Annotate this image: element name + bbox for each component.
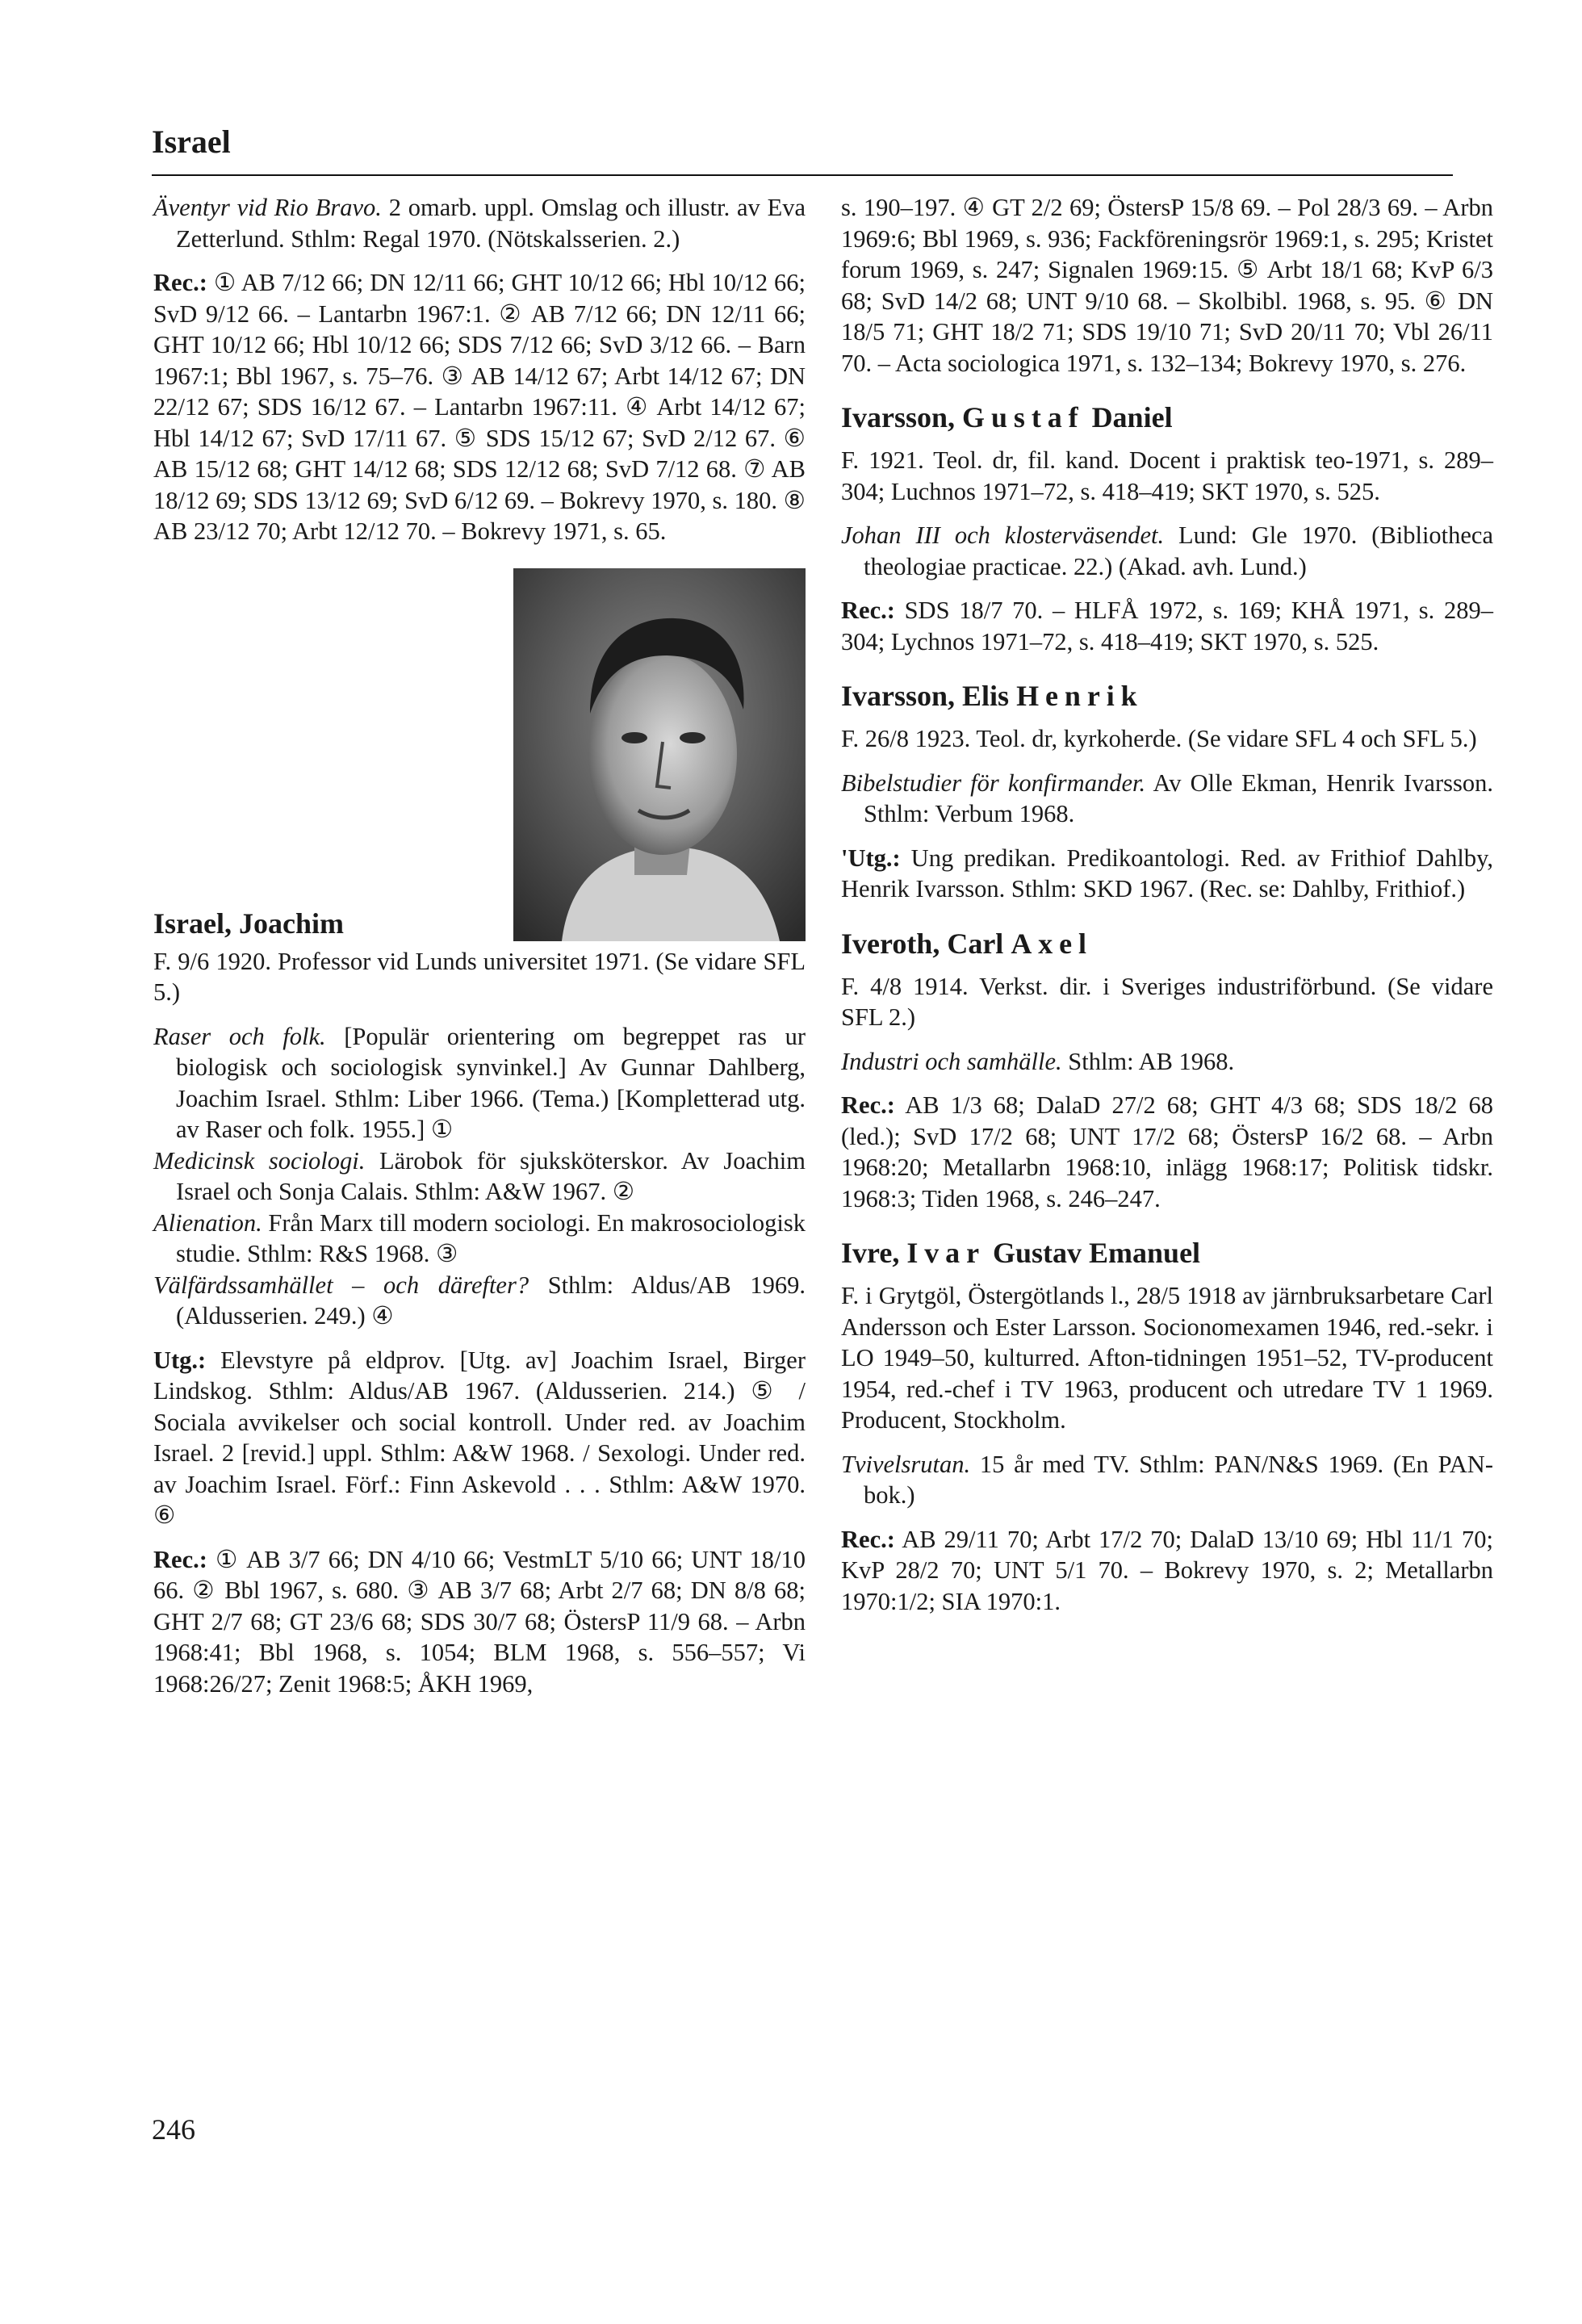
page-number: 246: [152, 2113, 195, 2146]
entry-bio: F. i Grytgöl, Östergötlands l., 28/5 1918 av järnbruksarbetare Carl Andersson och Ester Larsson. Socionomexamen 1946, red.-sekr. i LO 1949–50, kulturred. Afton-tidningen 1951–52, TV-producent 1954, red.-chef i TV 1963, producent och utredare TV 1 1969. Producent, Stockholm.: [841, 1282, 1493, 1434]
reviews-text-2: ① AB 3/7 66; DN 4/10 66; VestmLT 5/10 66; UNT 18/10 66. ② Bbl 1967, s. 680. ③ AB 3/7 68; Arbt 2/7 68; DN 8/8 68; GHT 2/7 68; GT 23/6 68; SDS 30/7 68; ÖstersP 11/9 68. – Arbn 1968:41; Bbl 1968, s. 1054; BLM 1968, s. 556–557; Vi 1968:26/27; Zenit 1968:5; ÅKH 1969,: [153, 1545, 806, 1698]
reviews-block: [841, 1090, 1493, 1214]
work-item: [153, 1021, 806, 1145]
work-details: Från Marx till modern sociologi. En makrosociologisk studie. Sthlm: R&S 1968. ③: [176, 1208, 806, 1267]
entry-heading-iveroth-axel: [841, 926, 1493, 961]
work-details: Sthlm: AB 1968.: [1061, 1047, 1235, 1075]
work-title: Alienation.: [153, 1208, 262, 1237]
work-item: [153, 1208, 806, 1270]
heading-part: Ivarsson, Elis: [841, 680, 1017, 712]
work-details: Sthlm: Aldus/AB 1969. (Aldusserien. 249.) ④: [176, 1271, 806, 1329]
work-item: [841, 520, 1493, 582]
work-title: Bibelstudier för konfirmander.: [841, 768, 1146, 797]
work-title: Välfärdssamhället – och därefter?: [153, 1271, 529, 1299]
reviews-text: AB 1/3 68; DalaD 27/2 68; GHT 4/3 68; SDS 18/2 68 (led.); SvD 17/2 68; UNT 17/2 68; ÖstersP 16/2 68. – Arbn 1968:20; Metallarbn 1968:10, inlägg 1968:17; Politisk tidskr. 1968:3; Tiden 1968, s. 246–247.: [841, 1091, 1493, 1212]
heading-part: Daniel: [1084, 401, 1173, 433]
reviews-continuation: s. 190–197. ④ GT 2/2 69; ÖstersP 15/8 69. – Pol 28/3 69. – Arbn 1969:6; Bbl 1969, s. 936; Fackföreningsrör 1969:1, s. 295; Kristet forum 1969, s. 247; Signalen 1969:15. ⑤ Arbt 18/1 68; KvP 6/3 68; SvD 14/2 68; UNT 9/10 68. – Skolbibl. 1968, s. 95. ⑥ DN 18/5 71; GHT 18/2 71; SDS 19/10 71; SvD 20/11 70; Vbl 26/11 70. – Acta sociologica 1971, s. 132–134; Bokrevy 1970, s. 276.: [841, 194, 1493, 377]
rec-label: Rec.:: [841, 597, 895, 624]
right-column: [841, 192, 1493, 1630]
reviews-block-2: [153, 1544, 806, 1700]
work-details: [Populär orientering om begreppet ras ur biologisk och sociologisk synvinkel.] Av Gunnar Dahlberg, Joachim Israel. Sthlm: Liber 1966. (Tema.) [Kompletterad utg. av Raser och folk. 1955.] ①: [176, 1022, 806, 1143]
entry-bio: F. 1921. Teol. dr, fil. kand. Docent i praktisk teo-1971, s. 289–304; Luchnos 1971–72, s. 418–419; SKT 1970, s. 525.: [841, 446, 1493, 505]
editions-text: Elevstyre på eldprov. [Utg. av] Joachim Israel, Birger Lindskog. Sthlm: Aldus/AB 1967. (Aldusserien. 214.) ⑤ / Sociala avvikelser och social kontroll. Under red. av Joachim Israel. 2 [revid.] uppl. Sthlm: A&W 1968. / Sexologi. Under red. av Joachim Israel. Förf.: Finn Askevold . . . Sthlm: A&W 1970. ⑥: [153, 1346, 806, 1529]
work-details: Av Olle Ekman, Henrik Ivarsson. Sthlm: Verbum 1968.: [864, 768, 1493, 827]
intro-work-rest: 2 omarb. uppl. Omslag och illustr. av Eva Zetterlund. Sthlm: Regal 1970. (Nötskalsserien. 2.): [176, 194, 806, 253]
entry-bio: F. 9/6 1920. Professor vid Lunds universitet 1971. (Se vidare SFL 5.): [153, 947, 806, 1006]
work-details: Lärobok för sjuksköterskor. Av Joachim Israel och Sonja Calais. Sthlm: A&W 1967. ②: [176, 1146, 806, 1205]
work-title: Industri och samhälle.: [841, 1047, 1062, 1075]
portrait-photo: [513, 568, 806, 941]
entry-bio: F. 4/8 1914. Verkst. dir. i Sveriges industriförbund. (Se vidare SFL 2.): [841, 972, 1493, 1031]
rec-label: Rec.:: [841, 1091, 895, 1119]
work-item: [841, 1449, 1493, 1511]
rec-label: Rec.:: [153, 269, 207, 296]
reviews-block: [841, 1524, 1493, 1618]
entry-heading-ivarsson-gustaf: [841, 400, 1493, 435]
entry-header-with-photo: [153, 568, 806, 941]
entry-heading-israel-joachim: Israel, Joachim: [153, 907, 344, 940]
heading-part: Ivarsson,: [841, 401, 963, 433]
intro-work: [153, 192, 806, 254]
reviews-block-1: [153, 267, 806, 547]
editions-text: Ung predikan. Predikoantologi. Red. av Frithiof Dahlby, Henrik Ivarsson. Sthlm: SKD 1967. (Rec. se: Dahlby, Frithiof.): [841, 844, 1493, 902]
heading-spaced-part: Henrik: [1016, 680, 1144, 712]
entry-heading-ivre-ivar: [841, 1235, 1493, 1271]
editions-block: [841, 843, 1493, 905]
work-item: [153, 1145, 806, 1208]
reviews-text: SDS 18/7 70. – HLFÅ 1972, s. 169; KHÅ 1971, s. 289–304; Lychnos 1971–72, s. 418–419; SKT 1970, s. 525.: [841, 597, 1493, 655]
entry-bio: F. 26/8 1923. Teol. dr, kyrkoherde. (Se vidare SFL 4 och SFL 5.): [841, 725, 1477, 752]
utg-label: 'Utg.:: [841, 844, 901, 872]
entry-heading-ivarsson-henrik: [841, 678, 1493, 714]
work-title: Tvivelsrutan.: [841, 1450, 971, 1478]
heading-spaced-part: Ivar: [906, 1237, 986, 1269]
work-item: [841, 768, 1493, 830]
rec-label: Rec.:: [841, 1525, 895, 1553]
work-item: [841, 1046, 1493, 1078]
heading-part: Gustav Emanuel: [986, 1237, 1201, 1269]
heading-part: Ivre,: [841, 1237, 907, 1269]
heading-spaced-part: Axel: [1011, 927, 1093, 960]
work-title: Medicinsk sociologi.: [153, 1146, 366, 1175]
running-header: [152, 121, 1453, 176]
heading-spaced-part: Gustaf: [962, 401, 1085, 433]
work-title: Raser och folk.: [153, 1022, 326, 1050]
header-rule: [152, 174, 1453, 176]
work-item: [153, 1270, 806, 1332]
running-header-title: Israel: [152, 124, 231, 160]
reviews-block: [841, 595, 1493, 657]
rec-label: Rec.:: [153, 1545, 207, 1573]
utg-label: Utg.:: [153, 1346, 207, 1374]
reviews-text-1: ① AB 7/12 66; DN 12/11 66; GHT 10/12 66; Hbl 10/12 66; SvD 9/12 66. – Lantarbn 1967:1. ② AB 7/12 66; DN 12/11 66; GHT 10/12 66; Hbl 10/12 66; SDS 7/12 66; SvD 3/12 66. – Barn 1967:1; Bbl 1967, s. 75–76. ③ AB 14/12 67; Arbt 14/12 67; DN 22/12 67; SDS 16/12 67. – Lantarbn 1967:11. ④ Arbt 14/12 67; Hbl 14/12 67; SvD 17/11 67. ⑤ SDS 15/12 67; SvD 2/12 67. ⑥ AB 15/12 68; GHT 14/12 68; SDS 12/12 68; SvD 7/12 68. ⑦ AB 18/12 69; SDS 13/12 69; SvD 6/12 69. – Bokrevy 1970, s. 180. ⑧ AB 23/12 70; Arbt 12/12 70. – Bokrevy 1971, s. 65.: [153, 269, 806, 545]
intro-work-title: Äventyr vid Rio Bravo.: [153, 194, 382, 221]
work-details: Lund: Gle 1970. (Bibliotheca theologiae practicae. 22.) (Akad. avh. Lund.): [864, 521, 1493, 580]
left-column: [153, 192, 806, 1712]
reviews-text: AB 29/11 70; Arbt 17/2 70; DalaD 13/10 69; Hbl 11/1 70; KvP 28/2 70; UNT 5/1 70. – Bokrevy 1970, s. 2; Metallarbn 1970:1/2; SIA 1970:1.: [841, 1525, 1493, 1615]
work-title: Johan III och klosterväsendet.: [841, 521, 1165, 549]
editions-block: [153, 1345, 806, 1531]
heading-part: Iveroth, Carl: [841, 927, 1011, 960]
work-details: 15 år med TV. Sthlm: PAN/N&S 1969. (En PAN-bok.): [864, 1450, 1493, 1509]
